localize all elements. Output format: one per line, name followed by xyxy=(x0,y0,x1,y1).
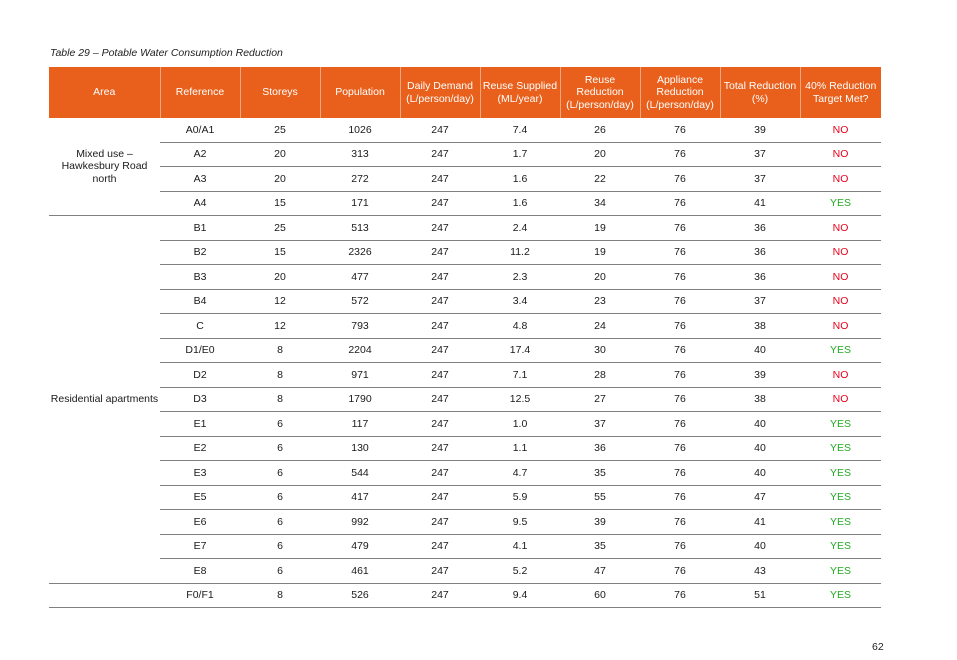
appliance-cell: 76 xyxy=(640,583,720,608)
ref-cell: F0/F1 xyxy=(160,583,240,608)
appliance-cell: 76 xyxy=(640,534,720,559)
population-cell: 417 xyxy=(320,485,400,510)
header-cell: Population xyxy=(320,67,400,118)
reuse-reduction-cell: 24 xyxy=(560,314,640,339)
ref-cell: A3 xyxy=(160,167,240,192)
met-cell: NO xyxy=(800,265,881,290)
table-row xyxy=(49,363,881,388)
demand-cell: 247 xyxy=(400,191,480,216)
reuse-supplied-cell: 1.0 xyxy=(480,412,560,437)
storeys-cell: 8 xyxy=(240,338,320,363)
population-cell: 117 xyxy=(320,412,400,437)
appliance-cell: 76 xyxy=(640,289,720,314)
reuse-reduction-cell: 30 xyxy=(560,338,640,363)
demand-cell: 247 xyxy=(400,240,480,265)
reuse-supplied-cell: 9.5 xyxy=(480,510,560,535)
population-cell: 1026 xyxy=(320,118,400,142)
met-cell: NO xyxy=(800,314,881,339)
reuse-supplied-cell: 1.6 xyxy=(480,191,560,216)
reuse-supplied-cell: 4.8 xyxy=(480,314,560,339)
appliance-cell: 76 xyxy=(640,436,720,461)
demand-cell: 247 xyxy=(400,583,480,608)
storeys-cell: 6 xyxy=(240,412,320,437)
population-cell: 272 xyxy=(320,167,400,192)
reuse-reduction-cell: 22 xyxy=(560,167,640,192)
population-cell: 479 xyxy=(320,534,400,559)
storeys-cell: 6 xyxy=(240,461,320,486)
storeys-cell: 6 xyxy=(240,510,320,535)
reuse-reduction-cell: 55 xyxy=(560,485,640,510)
total-cell: 38 xyxy=(720,387,800,412)
total-cell: 47 xyxy=(720,485,800,510)
reuse-supplied-cell: 5.9 xyxy=(480,485,560,510)
population-cell: 526 xyxy=(320,583,400,608)
table-header-row xyxy=(49,67,881,118)
population-cell: 2326 xyxy=(320,240,400,265)
reuse-supplied-cell: 7.4 xyxy=(480,118,560,142)
total-cell: 39 xyxy=(720,363,800,388)
reuse-reduction-cell: 27 xyxy=(560,387,640,412)
ref-cell: E7 xyxy=(160,534,240,559)
ref-cell: E6 xyxy=(160,510,240,535)
met-cell: YES xyxy=(800,191,881,216)
ref-cell: E2 xyxy=(160,436,240,461)
population-cell: 544 xyxy=(320,461,400,486)
reuse-reduction-cell: 19 xyxy=(560,240,640,265)
met-cell: NO xyxy=(800,240,881,265)
table-row xyxy=(49,240,881,265)
reuse-supplied-cell: 11.2 xyxy=(480,240,560,265)
table-row xyxy=(49,338,881,363)
table-row xyxy=(49,412,881,437)
area-cell: Residential apartments xyxy=(49,216,160,584)
total-cell: 40 xyxy=(720,461,800,486)
total-cell: 37 xyxy=(720,289,800,314)
table-row xyxy=(49,583,881,608)
header-cell: Total Reduction (%) xyxy=(720,67,800,118)
demand-cell: 247 xyxy=(400,118,480,142)
demand-cell: 247 xyxy=(400,265,480,290)
storeys-cell: 12 xyxy=(240,314,320,339)
table-body xyxy=(49,118,881,608)
population-cell: 572 xyxy=(320,289,400,314)
met-cell: NO xyxy=(800,289,881,314)
table-row xyxy=(49,510,881,535)
total-cell: 40 xyxy=(720,436,800,461)
population-cell: 971 xyxy=(320,363,400,388)
appliance-cell: 76 xyxy=(640,363,720,388)
demand-cell: 247 xyxy=(400,485,480,510)
table-row xyxy=(49,485,881,510)
appliance-cell: 76 xyxy=(640,191,720,216)
storeys-cell: 15 xyxy=(240,240,320,265)
reuse-reduction-cell: 20 xyxy=(560,265,640,290)
total-cell: 36 xyxy=(720,216,800,241)
reuse-supplied-cell: 12.5 xyxy=(480,387,560,412)
reuse-reduction-cell: 35 xyxy=(560,534,640,559)
reuse-reduction-cell: 35 xyxy=(560,461,640,486)
met-cell: YES xyxy=(800,436,881,461)
reuse-supplied-cell: 1.6 xyxy=(480,167,560,192)
table-row xyxy=(49,559,881,584)
met-cell: YES xyxy=(800,510,881,535)
appliance-cell: 76 xyxy=(640,314,720,339)
population-cell: 793 xyxy=(320,314,400,339)
total-cell: 40 xyxy=(720,412,800,437)
demand-cell: 247 xyxy=(400,363,480,388)
met-cell: YES xyxy=(800,559,881,584)
page-number: 62 xyxy=(872,641,884,653)
header-cell: Reuse Reduction (L/person/day) xyxy=(560,67,640,118)
appliance-cell: 76 xyxy=(640,387,720,412)
table-row xyxy=(49,534,881,559)
reuse-supplied-cell: 4.7 xyxy=(480,461,560,486)
storeys-cell: 20 xyxy=(240,265,320,290)
reuse-reduction-cell: 37 xyxy=(560,412,640,437)
storeys-cell: 6 xyxy=(240,485,320,510)
total-cell: 41 xyxy=(720,191,800,216)
table-caption: Table 29 – Potable Water Consumption Reduction xyxy=(50,47,283,59)
ref-cell: E3 xyxy=(160,461,240,486)
ref-cell: B1 xyxy=(160,216,240,241)
storeys-cell: 8 xyxy=(240,583,320,608)
ref-cell: B3 xyxy=(160,265,240,290)
met-cell: NO xyxy=(800,216,881,241)
ref-cell: A0/A1 xyxy=(160,118,240,142)
reuse-reduction-cell: 60 xyxy=(560,583,640,608)
area-cell: Mixed use – Hawkesbury Road north xyxy=(49,118,160,216)
table-row xyxy=(49,118,881,142)
reuse-reduction-cell: 36 xyxy=(560,436,640,461)
table-row xyxy=(49,436,881,461)
met-cell: YES xyxy=(800,583,881,608)
ref-cell: E1 xyxy=(160,412,240,437)
reuse-supplied-cell: 3.4 xyxy=(480,289,560,314)
ref-cell: D1/E0 xyxy=(160,338,240,363)
met-cell: NO xyxy=(800,118,881,142)
met-cell: NO xyxy=(800,167,881,192)
demand-cell: 247 xyxy=(400,142,480,167)
header-cell: Reuse Supplied (ML/year) xyxy=(480,67,560,118)
storeys-cell: 8 xyxy=(240,363,320,388)
ref-cell: D2 xyxy=(160,363,240,388)
total-cell: 38 xyxy=(720,314,800,339)
reuse-supplied-cell: 5.2 xyxy=(480,559,560,584)
total-cell: 41 xyxy=(720,510,800,535)
total-cell: 43 xyxy=(720,559,800,584)
table-row xyxy=(49,167,881,192)
appliance-cell: 76 xyxy=(640,510,720,535)
reuse-supplied-cell: 9.4 xyxy=(480,583,560,608)
reuse-supplied-cell: 1.1 xyxy=(480,436,560,461)
reuse-reduction-cell: 47 xyxy=(560,559,640,584)
population-cell: 477 xyxy=(320,265,400,290)
appliance-cell: 76 xyxy=(640,265,720,290)
reuse-supplied-cell: 7.1 xyxy=(480,363,560,388)
reuse-reduction-cell: 34 xyxy=(560,191,640,216)
total-cell: 51 xyxy=(720,583,800,608)
appliance-cell: 76 xyxy=(640,240,720,265)
total-cell: 37 xyxy=(720,167,800,192)
demand-cell: 247 xyxy=(400,412,480,437)
storeys-cell: 6 xyxy=(240,559,320,584)
met-cell: YES xyxy=(800,534,881,559)
total-cell: 40 xyxy=(720,338,800,363)
total-cell: 40 xyxy=(720,534,800,559)
population-cell: 2204 xyxy=(320,338,400,363)
reuse-supplied-cell: 2.3 xyxy=(480,265,560,290)
reuse-reduction-cell: 20 xyxy=(560,142,640,167)
area-cell xyxy=(49,583,160,608)
demand-cell: 247 xyxy=(400,436,480,461)
met-cell: YES xyxy=(800,338,881,363)
table-row xyxy=(49,216,881,241)
appliance-cell: 76 xyxy=(640,167,720,192)
total-cell: 36 xyxy=(720,265,800,290)
storeys-cell: 8 xyxy=(240,387,320,412)
reuse-reduction-cell: 39 xyxy=(560,510,640,535)
header-cell: Daily Demand (L/person/day) xyxy=(400,67,480,118)
population-cell: 992 xyxy=(320,510,400,535)
ref-cell: B2 xyxy=(160,240,240,265)
appliance-cell: 76 xyxy=(640,485,720,510)
appliance-cell: 76 xyxy=(640,412,720,437)
storeys-cell: 6 xyxy=(240,534,320,559)
header-cell: Reference xyxy=(160,67,240,118)
total-cell: 39 xyxy=(720,118,800,142)
header-cell: 40% Reduction Target Met? xyxy=(800,67,881,118)
reuse-supplied-cell: 4.1 xyxy=(480,534,560,559)
demand-cell: 247 xyxy=(400,387,480,412)
storeys-cell: 25 xyxy=(240,216,320,241)
table-row xyxy=(49,191,881,216)
total-cell: 37 xyxy=(720,142,800,167)
appliance-cell: 76 xyxy=(640,118,720,142)
storeys-cell: 6 xyxy=(240,436,320,461)
met-cell: NO xyxy=(800,387,881,412)
ref-cell: B4 xyxy=(160,289,240,314)
met-cell: NO xyxy=(800,142,881,167)
demand-cell: 247 xyxy=(400,314,480,339)
population-cell: 171 xyxy=(320,191,400,216)
demand-cell: 247 xyxy=(400,559,480,584)
reuse-supplied-cell: 1.7 xyxy=(480,142,560,167)
met-cell: YES xyxy=(800,461,881,486)
table-row xyxy=(49,461,881,486)
reuse-supplied-cell: 17.4 xyxy=(480,338,560,363)
storeys-cell: 25 xyxy=(240,118,320,142)
appliance-cell: 76 xyxy=(640,559,720,584)
population-cell: 461 xyxy=(320,559,400,584)
ref-cell: D3 xyxy=(160,387,240,412)
reuse-reduction-cell: 23 xyxy=(560,289,640,314)
appliance-cell: 76 xyxy=(640,461,720,486)
met-cell: NO xyxy=(800,363,881,388)
met-cell: YES xyxy=(800,485,881,510)
population-cell: 513 xyxy=(320,216,400,241)
demand-cell: 247 xyxy=(400,338,480,363)
reuse-reduction-cell: 19 xyxy=(560,216,640,241)
storeys-cell: 15 xyxy=(240,191,320,216)
reuse-reduction-cell: 28 xyxy=(560,363,640,388)
demand-cell: 247 xyxy=(400,216,480,241)
appliance-cell: 76 xyxy=(640,142,720,167)
ref-cell: A4 xyxy=(160,191,240,216)
reuse-supplied-cell: 2.4 xyxy=(480,216,560,241)
storeys-cell: 20 xyxy=(240,142,320,167)
demand-cell: 247 xyxy=(400,289,480,314)
population-cell: 130 xyxy=(320,436,400,461)
demand-cell: 247 xyxy=(400,461,480,486)
reuse-reduction-cell: 26 xyxy=(560,118,640,142)
ref-cell: E8 xyxy=(160,559,240,584)
total-cell: 36 xyxy=(720,240,800,265)
storeys-cell: 12 xyxy=(240,289,320,314)
table-row xyxy=(49,289,881,314)
demand-cell: 247 xyxy=(400,167,480,192)
population-cell: 1790 xyxy=(320,387,400,412)
table-row xyxy=(49,314,881,339)
header-cell: Storeys xyxy=(240,67,320,118)
ref-cell: A2 xyxy=(160,142,240,167)
demand-cell: 247 xyxy=(400,534,480,559)
header-cell: Area xyxy=(49,67,160,118)
storeys-cell: 20 xyxy=(240,167,320,192)
ref-cell: E5 xyxy=(160,485,240,510)
water-reduction-table xyxy=(49,67,881,608)
population-cell: 313 xyxy=(320,142,400,167)
appliance-cell: 76 xyxy=(640,216,720,241)
appliance-cell: 76 xyxy=(640,338,720,363)
met-cell: YES xyxy=(800,412,881,437)
table-row xyxy=(49,142,881,167)
ref-cell: C xyxy=(160,314,240,339)
table-row xyxy=(49,387,881,412)
header-cell: Appliance Reduction (L/person/day) xyxy=(640,67,720,118)
table-row xyxy=(49,265,881,290)
demand-cell: 247 xyxy=(400,510,480,535)
